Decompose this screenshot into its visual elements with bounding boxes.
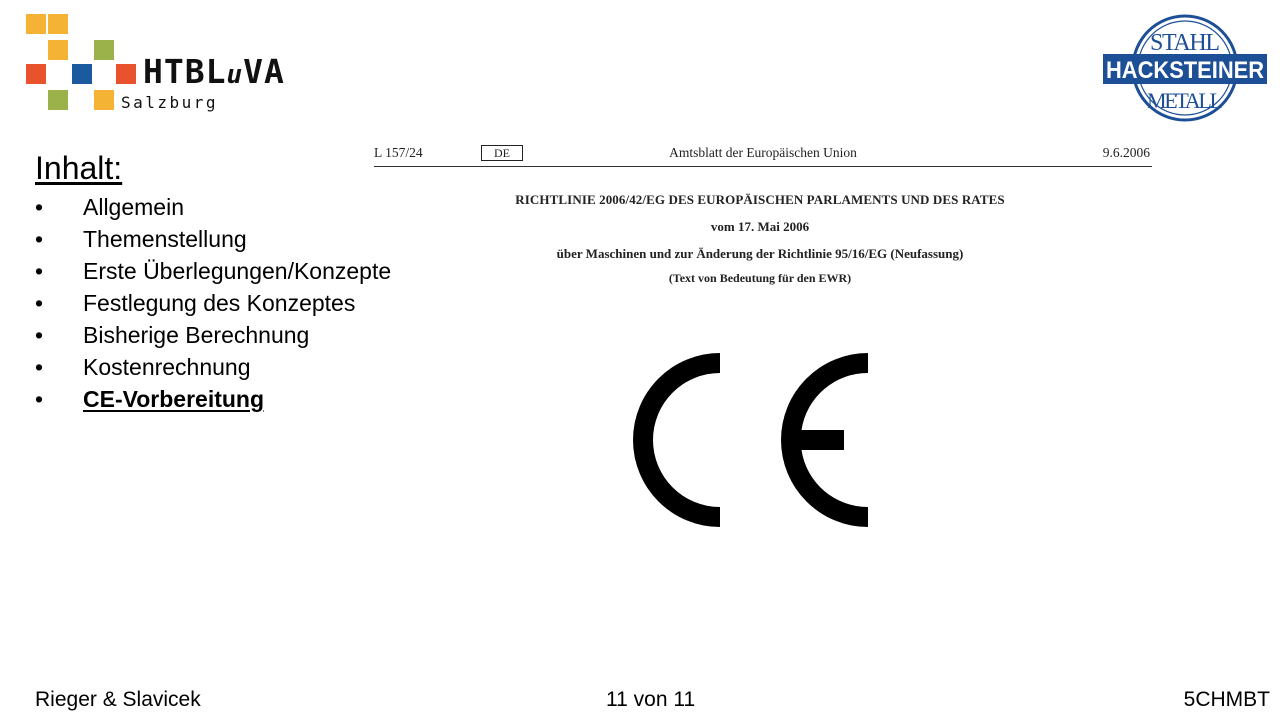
ce-letter-c <box>633 353 720 527</box>
bullet: • <box>35 290 44 316</box>
contents-item-label: Festlegung des Konzeptes <box>83 290 356 316</box>
contents-title: Inhalt: <box>35 150 123 186</box>
logo-square <box>94 90 114 110</box>
logo-square <box>48 14 68 34</box>
logo-square <box>116 64 136 84</box>
journal-header <box>374 140 1152 167</box>
directive-title: RICHTLINIE 2006/42/EG DES EUROPÄISCHEN PARLAMENTS UND DES RATES <box>515 192 1005 207</box>
school-logo-wordmark: HTBLuVA <box>143 52 285 91</box>
directive-heading <box>368 192 1152 286</box>
company-logo <box>1102 14 1268 122</box>
language-box: DE <box>481 145 523 161</box>
bullet: • <box>35 354 44 380</box>
company-logo-top: STAHL <box>1150 30 1220 56</box>
bullet: • <box>35 258 44 284</box>
directive-note: (Text von Bedeutung für den EWR) <box>668 271 852 285</box>
footer-class: 5CHMBT <box>1183 688 1270 711</box>
logo-square <box>26 64 46 84</box>
directive-subject: über Maschinen und zur Änderung der Richtlinie 95/16/EG (Neufassung) <box>556 246 964 261</box>
logo-square <box>94 40 114 60</box>
bullet: • <box>35 386 44 412</box>
journal-name: Amtsblatt der Europäischen Union <box>669 145 857 160</box>
logo-square <box>72 64 92 84</box>
company-logo-middle: HACKSTEINER <box>1106 57 1264 84</box>
bullet: • <box>35 226 44 252</box>
ce-letter-e <box>781 353 868 527</box>
contents-item-label: Erste Überlegungen/Konzepte <box>83 258 392 284</box>
school-logo-location: Salzburg <box>121 93 219 112</box>
bullet: • <box>35 194 44 220</box>
directive-date: vom 17. Mai 2006 <box>710 219 810 234</box>
logo-square <box>48 40 68 60</box>
bullet: • <box>35 322 44 348</box>
journal-date: 9.6.2006 <box>1102 145 1150 160</box>
ce-mark-logo <box>622 353 870 527</box>
contents-item-label: Bisherige Berechnung <box>83 322 310 348</box>
journal-reference: L 157/24 <box>374 145 423 160</box>
logo-square <box>26 14 46 34</box>
footer-page-number: 11 von 11 <box>606 688 696 711</box>
contents-item-label: CE-Vorbereitung <box>83 386 265 412</box>
footer-authors: Rieger & Slavicek <box>35 688 201 711</box>
directive-excerpt <box>374 140 1152 286</box>
company-logo-bottom: METALL <box>1147 88 1223 113</box>
school-logo <box>26 14 326 114</box>
contents-item-label: Kostenrechnung <box>83 354 251 380</box>
contents-item-label: Themenstellung <box>83 226 247 252</box>
contents-item-label: Allgemein <box>83 194 184 220</box>
logo-square <box>48 90 68 110</box>
